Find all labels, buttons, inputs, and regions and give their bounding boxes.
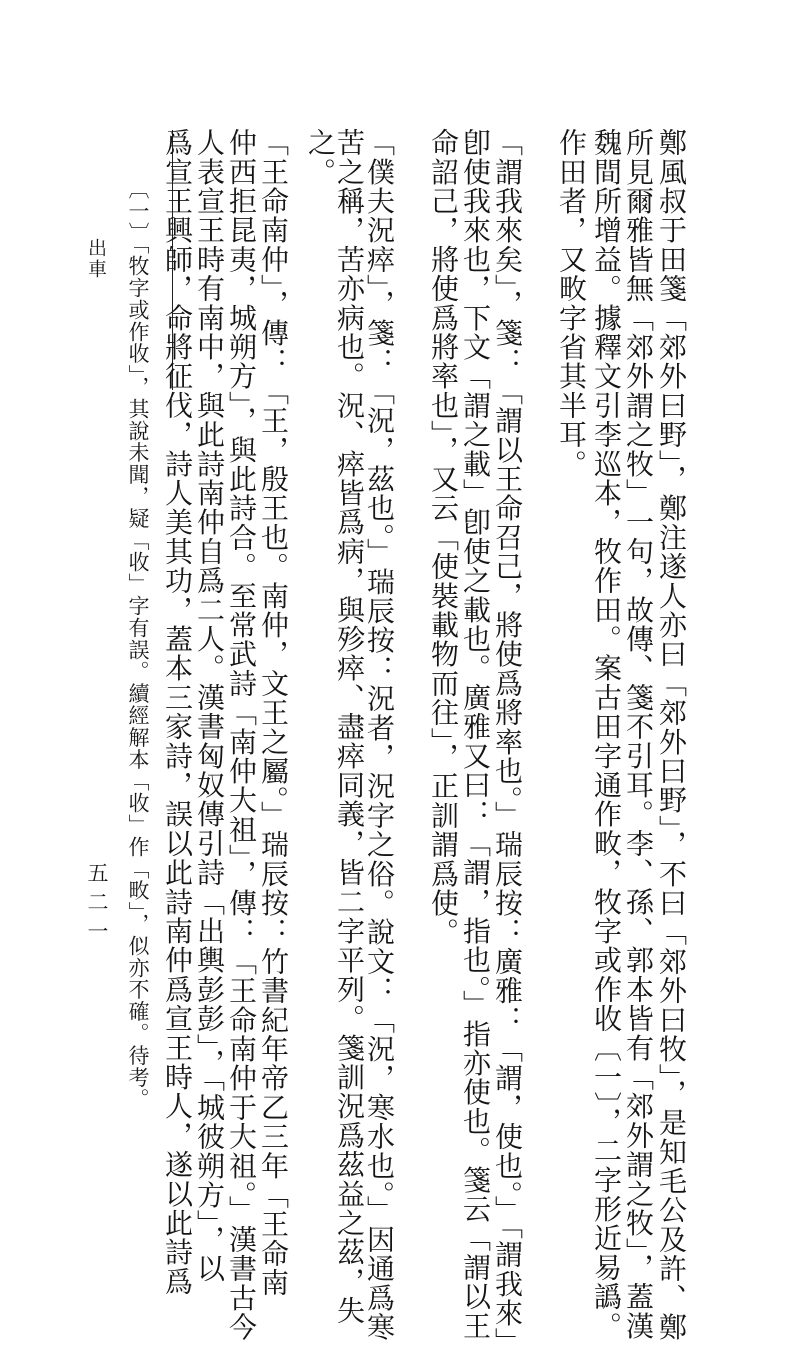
text-line-1: 鄭風叔于田箋「郊外曰野」，鄭注遂人亦曰「郊外曰野」，不曰「郊外曰牧」，是知毛公及許、鄭 [655, 128, 688, 1342]
text-line-9: 苦之稱，苦亦病也。況、瘁皆爲病，與殄瘁、盡瘁同義，皆二字平列。箋訓況爲茲益之茲，失 [333, 128, 366, 1326]
text-line-7: 命詔己，將使爲將率也」，又云「使裝載物而往」，正訓謂爲使。 [427, 128, 460, 947]
text-line-4: 作田者，又畋字省其半耳。 [555, 128, 588, 479]
text-line-14: 爲宣王興師，命將征伐，詩人美其功，蓋本三家詩，誤以此詩南仲爲宣王時人，遂以此詩爲 [161, 128, 194, 1296]
text-line-12: 仲西拒昆夷，城朔方」，與此詩合。至常武詩「南仲大祖」，傳：「王命南仲于大祖。」漢書古今 [225, 128, 258, 1342]
text-line-3: 魏間所增益。據釋文引李巡本，牧作田。案古田字通作畋，牧字或作收〔一〕，二字形近易譌。 [590, 128, 623, 1341]
page-number: 五二一 [85, 862, 109, 949]
text-line-6: 卽使我來也，下文「謂之載」卽使之載也。廣雅又曰：「謂，指也。」指亦使也。箋云「謂以王 [459, 128, 492, 1341]
text-line-5: 「謂我來矣」，箋：「謂以王命召己，將使爲將率也。」瑞辰按：廣雅：「謂，使也。」「謂我來」 [491, 128, 524, 1357]
text-line-8: 「僕夫況瘁」，箋：「況，茲也。」瑞辰按：況者，況字之俗。說文：「況，寒水也。」因通爲寒 [363, 128, 396, 1342]
text-line-11: 「王命南仲」，傳：「王，殷王也。南仲，文王之屬。」瑞辰按：竹書紀年帝乙三年「王命南 [257, 128, 290, 1298]
running-title: 出車 [85, 238, 107, 280]
text-line-13: 人表宣王時有南中，與此詩南仲自爲二人。漢書匈奴傳引詩「出輿彭彭」，「城彼朔方」，以 [193, 128, 226, 1284]
text-line-10: 之。 [304, 128, 337, 187]
footnote-1: 〔一〕「牧字或作收」，其說未聞，疑「收」字有誤。續經解本「收」作「畋」，似亦不確。待考。 [126, 178, 150, 1111]
text-line-2: 所見爾雅皆無「郊外謂之牧」一句，故傳、箋不引耳。李、孫、郭本皆有「郊外謂之牧」，蓋漢 [622, 128, 655, 1341]
